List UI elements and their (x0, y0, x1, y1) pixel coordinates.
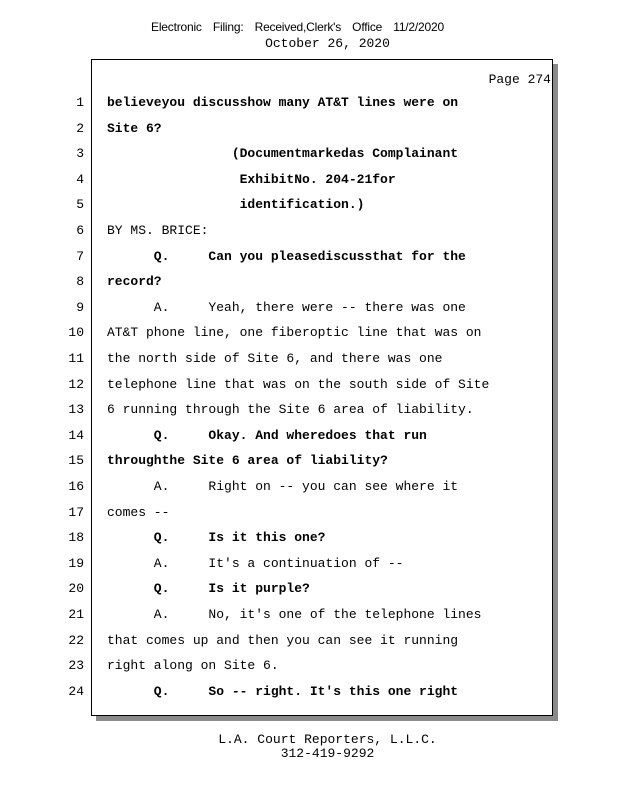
line-text: 6 running through the Site 6 area of liability. (107, 402, 474, 417)
line-text: Q. Can you pleasediscussthat for the (107, 249, 466, 264)
line-number: 18 (68, 530, 84, 545)
line-number: 21 (68, 607, 84, 622)
line-text: BY MS. BRICE: (107, 223, 209, 238)
line-number: 10 (68, 325, 84, 340)
line-text: Q. So -- right. It's this one right (107, 684, 459, 699)
transcript-date: October 26, 2020 (265, 36, 390, 51)
line-text: Q. Okay. And wheredoes that run (107, 428, 427, 443)
line-text: that comes up and then you can see it running (107, 633, 459, 648)
filing-stamp: Electronic Filing: Received,Clerk's Office 11/2/2020 (151, 20, 444, 34)
line-number: 7 (76, 249, 84, 264)
line-number: 17 (68, 505, 84, 520)
line-number: 23 (68, 658, 84, 673)
line-number: 11 (68, 351, 84, 366)
line-text: comes -- (107, 505, 170, 520)
line-number: 24 (68, 684, 84, 699)
line-text: A. Right on -- you can see where it (107, 479, 459, 494)
line-number: 5 (76, 197, 84, 212)
line-number: 12 (68, 377, 84, 392)
line-text: the north side of Site 6, and there was one (107, 351, 443, 366)
line-number: 16 (68, 479, 84, 494)
line-number: 15 (68, 453, 84, 468)
line-number: 13 (68, 402, 84, 417)
line-text: telephone line that was on the south side of Site (107, 377, 490, 392)
line-number: 4 (76, 172, 84, 187)
line-number: 22 (68, 633, 84, 648)
line-text: believeyou discusshow many AT&T lines were on (107, 95, 459, 110)
line-text: A. It's a continuation of -- (107, 556, 404, 571)
footer-phone: 312-419-9292 (280, 746, 375, 761)
line-text: throughthe Site 6 area of liability? (107, 453, 388, 468)
page-number: Page 274 (488, 72, 551, 87)
line-text: A. No, it's one of the telephone lines (107, 607, 482, 622)
line-text: right along on Site 6. (107, 658, 279, 673)
line-text: identification.) (107, 197, 365, 212)
line-number: 9 (76, 300, 84, 315)
line-text: Q. Is it this one? (107, 530, 326, 545)
line-number: 14 (68, 428, 84, 443)
line-text: A. Yeah, there were -- there was one (107, 300, 466, 315)
footer-company: L.A. Court Reporters, L.L.C. (218, 732, 437, 747)
line-number: 19 (68, 556, 84, 571)
line-text: AT&T phone line, one fiberoptic line that was on (107, 325, 482, 340)
line-number: 2 (76, 121, 84, 136)
line-number: 1 (76, 95, 84, 110)
line-text: (Documentmarkedas Complainant (107, 146, 459, 161)
line-text: ExhibitNo. 204-21for (107, 172, 396, 187)
line-number: 8 (76, 274, 84, 289)
line-text: Site 6? (107, 121, 162, 136)
line-number: 6 (76, 223, 84, 238)
line-number: 3 (76, 146, 84, 161)
line-text: Q. Is it purple? (107, 581, 310, 596)
line-number: 20 (68, 581, 84, 596)
line-text: record? (107, 274, 162, 289)
